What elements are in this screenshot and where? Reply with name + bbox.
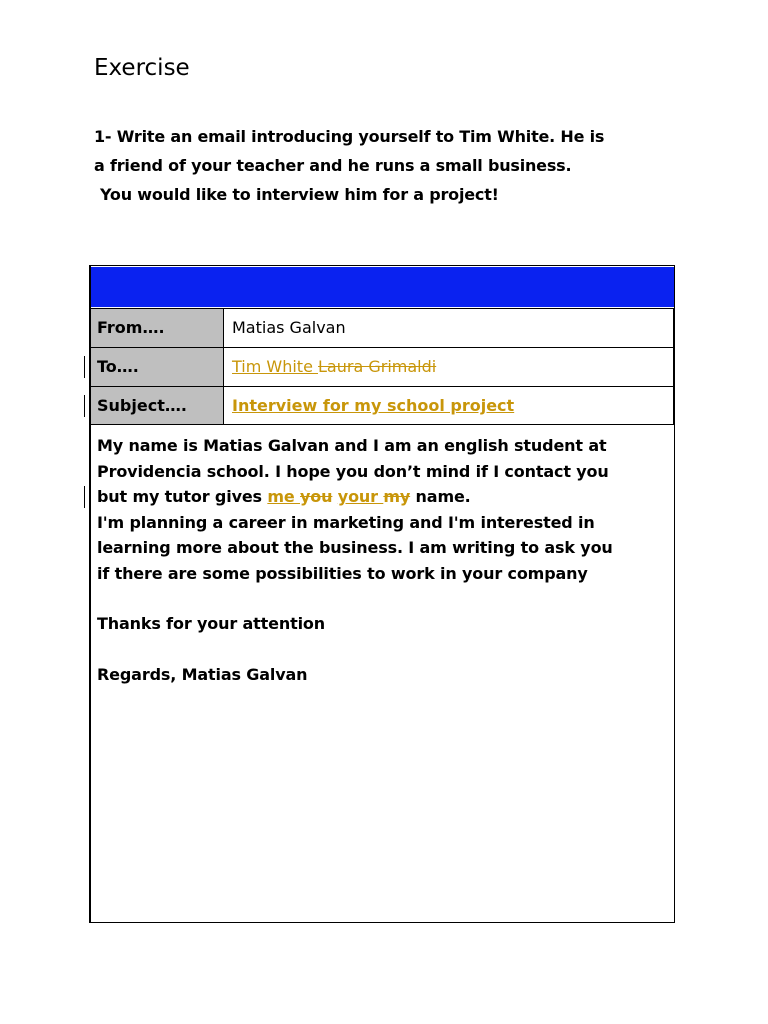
row-right-border xyxy=(673,347,675,386)
body-line-1: My name is Matias Galvan and I am an english student at xyxy=(97,436,607,455)
from-row xyxy=(91,308,675,347)
email-body[interactable] xyxy=(97,433,667,687)
change-bar-mark xyxy=(84,486,85,508)
instruction-line-2: a friend of your teacher and he runs a small business. xyxy=(94,156,572,175)
subject-value[interactable]: Interview for my school project xyxy=(232,396,515,415)
to-label: To…. xyxy=(91,348,224,386)
change-bar-mark xyxy=(84,356,85,378)
deleted-word-you: you xyxy=(300,487,333,506)
body-line-5: learning more about the business. I am writing to ask you xyxy=(97,538,613,557)
inserted-word-your: your xyxy=(337,487,384,506)
change-bar-mark xyxy=(84,395,85,417)
to-inserted-text: Tim White xyxy=(232,357,319,376)
body-line-3 xyxy=(97,484,667,510)
exercise-title: Exercise xyxy=(94,55,190,81)
body-line-2: Providencia school. I hope you don’t mind if I contact you xyxy=(97,461,609,481)
instruction-line-3: You would like to interview him for a project! xyxy=(100,185,499,204)
body-regards: Regards, Matias Galvan xyxy=(97,664,308,684)
body-line-4: I'm planning a career in marketing and I'm interested in xyxy=(97,512,595,532)
from-label: From…. xyxy=(91,309,224,347)
inserted-word-me: me xyxy=(267,487,300,506)
from-value[interactable]: Matias Galvan xyxy=(232,318,346,337)
to-value[interactable] xyxy=(232,348,436,386)
body-line-3-end: name. xyxy=(410,487,471,506)
body-line-6: if there are some possibilities to work in your company xyxy=(97,563,588,583)
email-header-bar xyxy=(91,267,674,307)
row-right-border xyxy=(673,308,675,348)
body-line-3-start: but my tutor gives xyxy=(97,487,268,506)
to-row xyxy=(91,347,675,386)
row-right-border xyxy=(673,386,675,425)
exercise-instructions xyxy=(94,122,604,209)
subject-row xyxy=(91,386,675,425)
instruction-line-1: 1- Write an email introducing yourself to Tim White. He is xyxy=(94,127,605,146)
to-deleted-text: Laura Grimaldi xyxy=(318,357,437,376)
deleted-word-my: my xyxy=(383,487,411,506)
body-thanks: Thanks for your attention xyxy=(97,614,326,633)
subject-label: Subject…. xyxy=(91,387,224,425)
